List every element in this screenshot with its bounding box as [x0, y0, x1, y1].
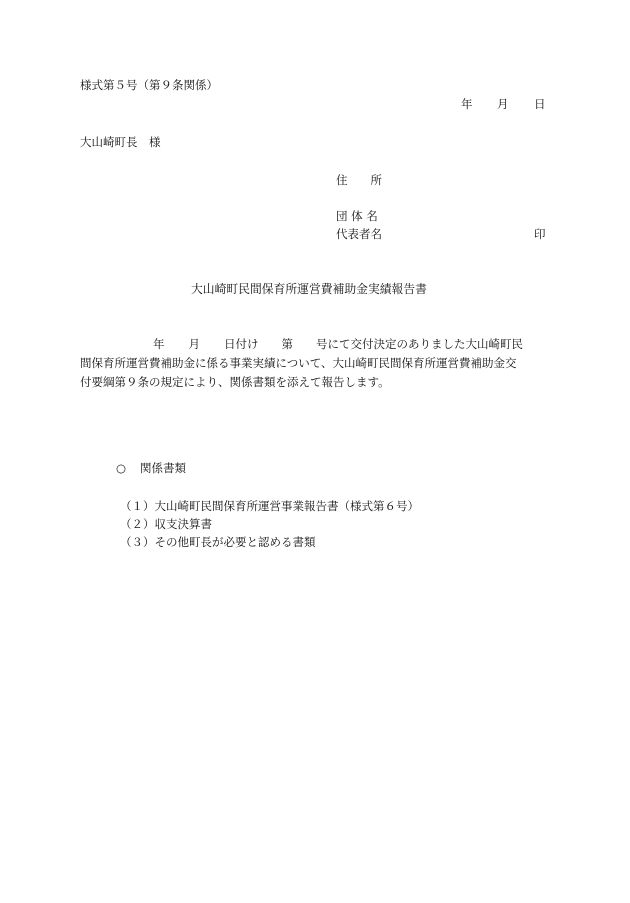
body-month: 月 — [188, 337, 200, 351]
body-year: 年 — [153, 337, 165, 351]
body-day-suffix: 日付け — [224, 337, 259, 351]
date-day-label: 日 — [534, 97, 546, 111]
addressee: 大山崎町長 様 — [80, 135, 161, 149]
report-body — [80, 335, 550, 392]
body-line-1 — [80, 335, 550, 354]
date-year-label: 年 — [461, 97, 473, 111]
representative-label: 代表者名 — [336, 227, 382, 241]
body-dai: 第 — [281, 337, 293, 351]
body-line-3: 付要綱第９条の規定により、関係書類を添えて報告します。 — [80, 375, 390, 389]
address-label: 住 所 — [336, 173, 382, 187]
body-line-2: 間保育所運営費補助金に係る事業実績について、大山崎町民間保育所運営費補助金交 — [80, 356, 517, 370]
document-title: 大山崎町民間保育所運営費補助金実績報告書 — [191, 282, 427, 296]
circle-bullet-icon: ○ — [116, 461, 127, 475]
attachments-heading: 関係書類 — [140, 461, 186, 475]
form-label: 様式第５号（第９条関係） — [80, 78, 218, 92]
body-line-1-rest: 号にて交付決定のありました大山崎町民 — [316, 337, 523, 351]
attachment-item-2: （２）収支決算書 — [120, 517, 212, 531]
date-month-label: 月 — [497, 97, 509, 111]
seal-label: 印 — [534, 227, 546, 241]
attachment-item-3: （３）その他町長が必要と認める書類 — [120, 535, 316, 549]
attachment-item-1: （１）大山崎町民間保育所運営事業報告書（様式第６号） — [120, 499, 419, 513]
group-name-label: 団 体 名 — [336, 209, 378, 223]
